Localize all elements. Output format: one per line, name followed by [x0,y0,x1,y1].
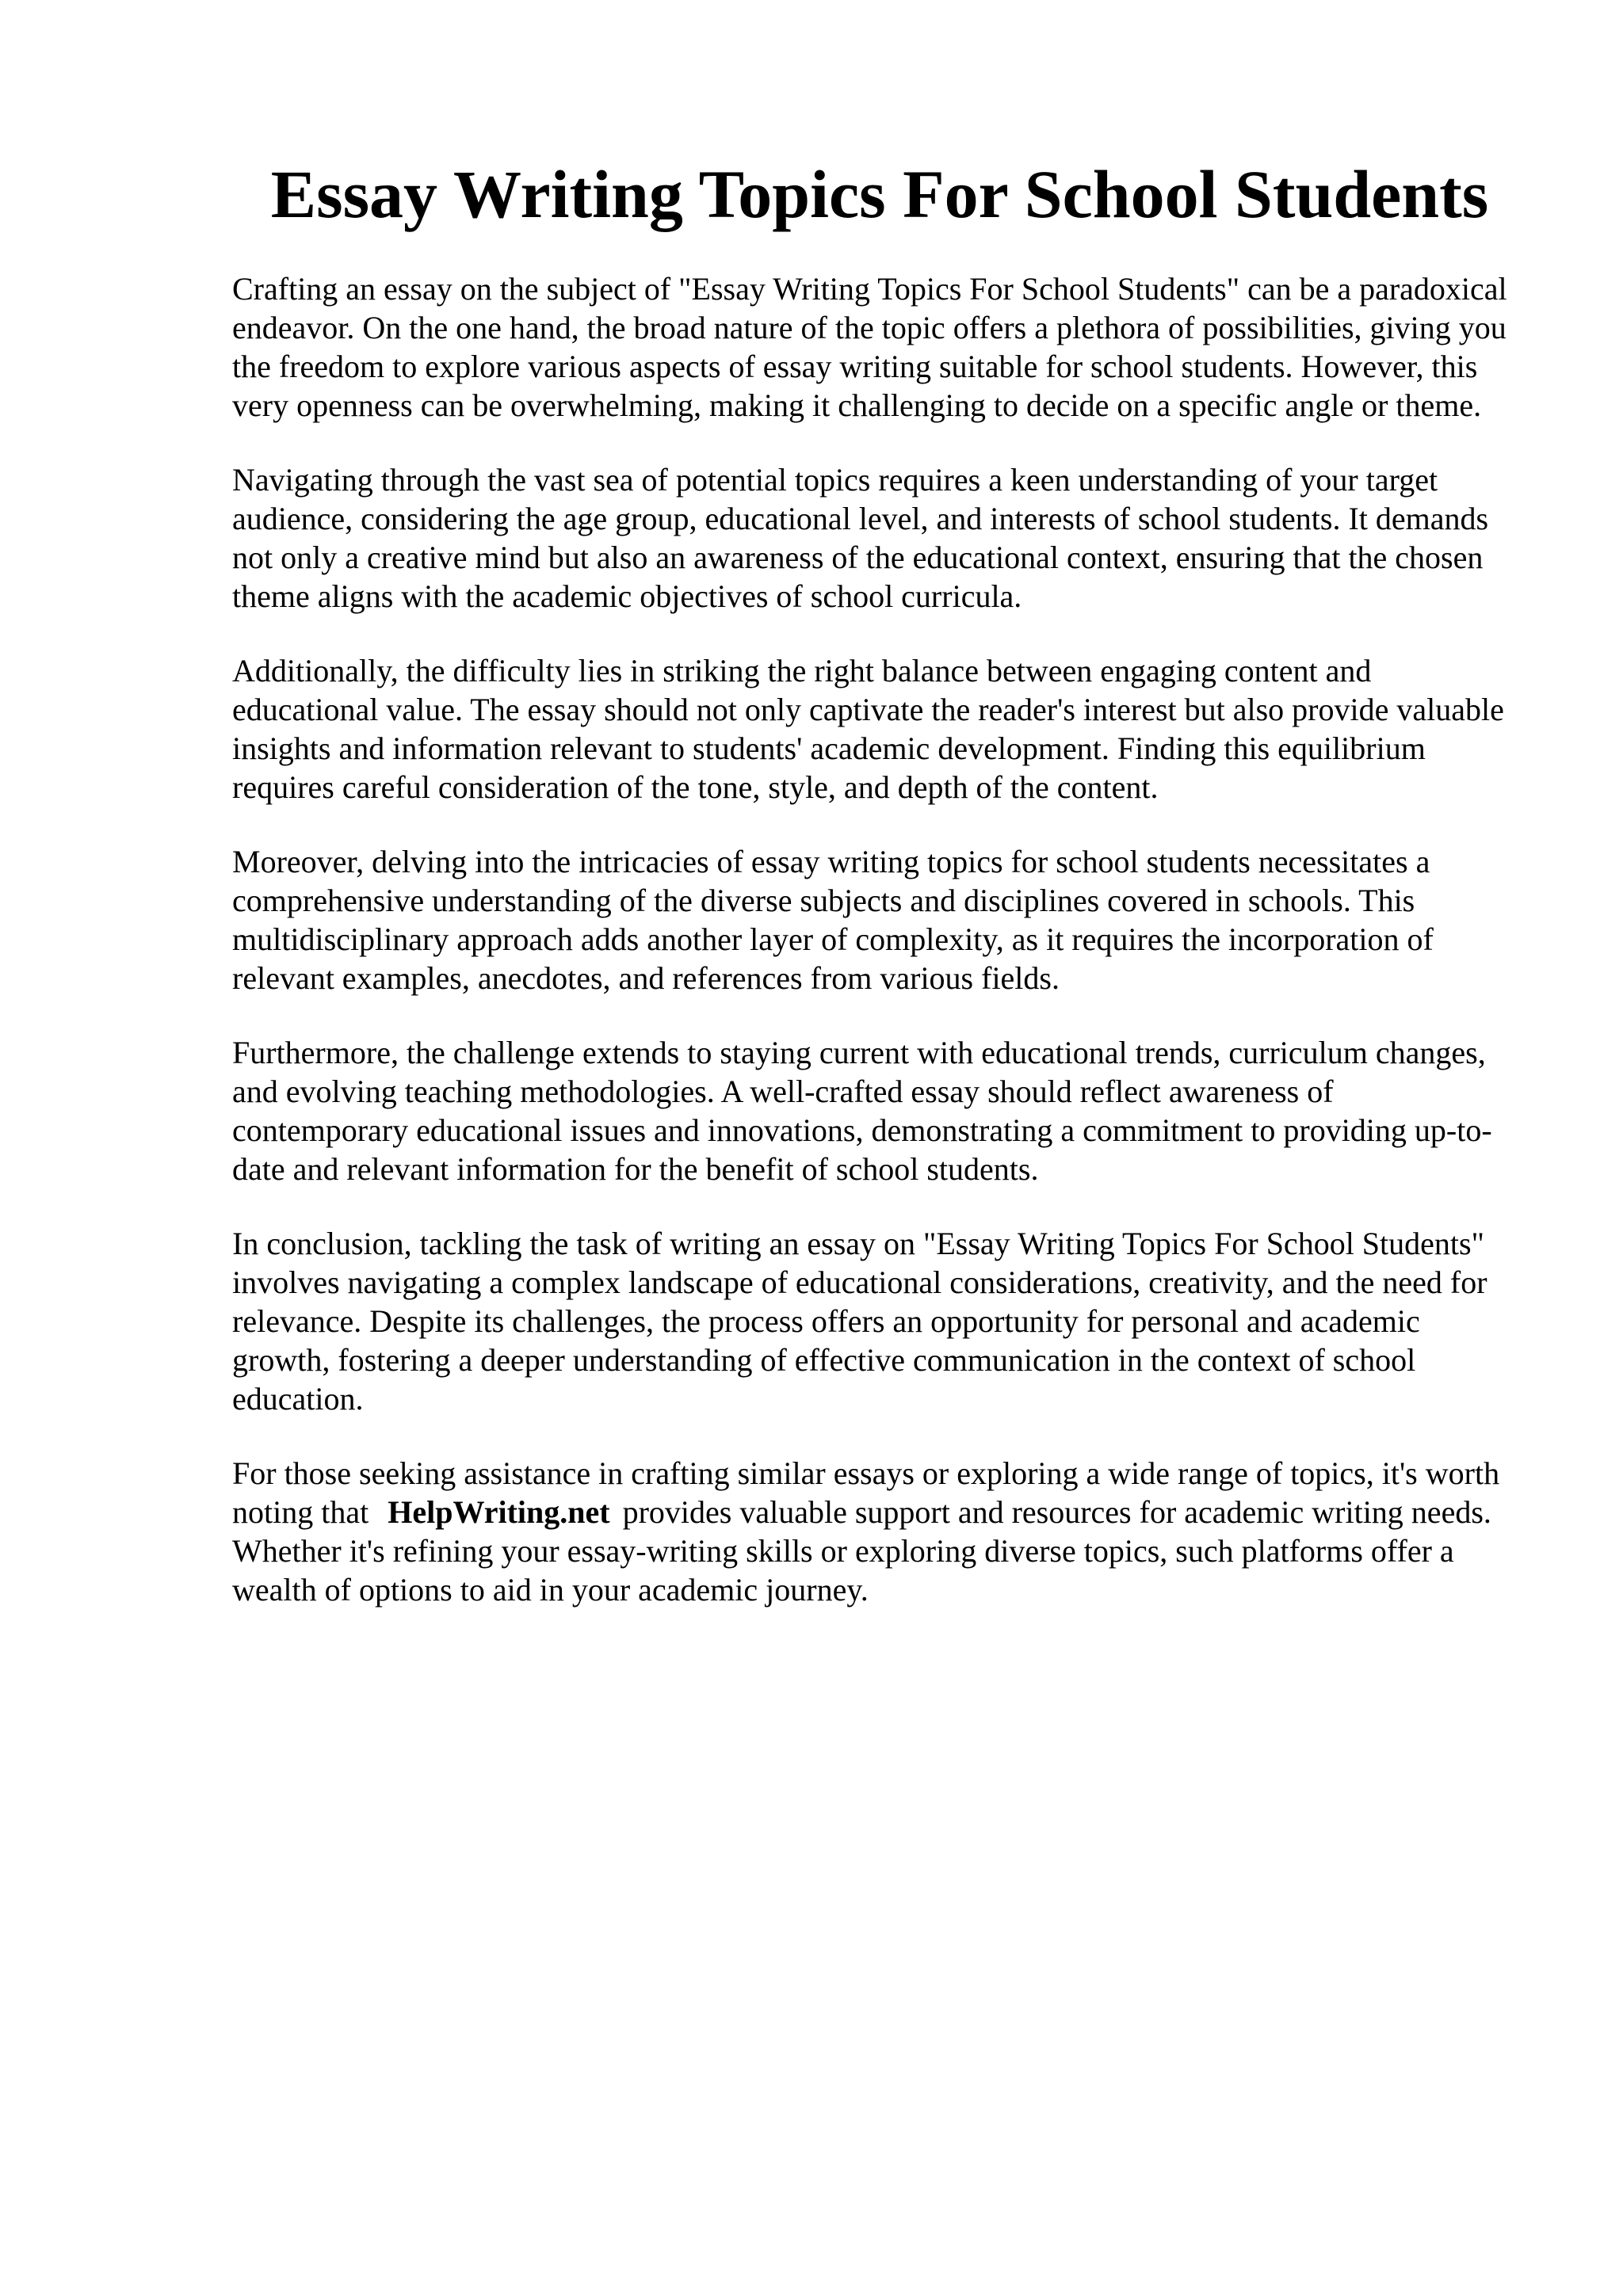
document-body [232,269,1516,1645]
paragraph-closing [232,1454,1516,1609]
closing-text-before: For those seeking assistance in crafting similar essays or exploring a wide range of topics, it's worth noting that [232,1455,1500,1530]
paragraph-conclusion: In conclusion, tackling the task of writing an essay on "Essay Writing Topics For School Students" involves navigating a complex landscape of educational considerations, creativity, and the need for relevance. Despite its challenges, the process offers an opportunity for personal and academic growth, fostering a deeper understanding of effective communication in the context of school education. [232,1226,1487,1417]
closing-text-after: provides valuable support and resources for academic writing needs. Whether it's refining your essay-writing skills or exploring diverse topics, such platforms offer a wealth of options to aid in your academic journey. [232,1494,1491,1608]
paragraph-intro: Crafting an essay on the subject of "Essay Writing Topics For School Students" can be a paradoxical endeavor. On the one hand, the broad nature of the topic offers a plethora of possibilities, giving you the freedom to explore various aspects of essay writing suitable for school students. However, this very openness can be overwhelming, making it challenging to decide on a specific angle or theme. [232,271,1507,423]
brand-name: HelpWriting.net [388,1494,610,1530]
paragraph-multidisciplinary: Moreover, delving into the intricacies of essay writing topics for school students necessitates a comprehensive understanding of the diverse subjects and disciplines covered in schools. This multidisciplinary approach adds another layer of complexity, as it requires the incorporation of relevant examples, anecdotes, and references from various fields. [232,844,1434,996]
page-title: Essay Writing Topics For School Students [270,156,1489,232]
paragraph-trends: Furthermore, the challenge extends to staying current with educational trends, curriculum changes, and evolving teaching methodologies. A well-crafted essay should reflect awareness of contemporary educational issues and innovations, demonstrating a commitment to providing up-to-date and relevant information for the benefit of school students. [232,1035,1492,1187]
paragraph-audience: Navigating through the vast sea of potential topics requires a keen understanding of your target audience, considering the age group, educational level, and interests of school students. It demands not only a creative mind but also an awareness of the educational context, ensuring that the chosen theme aligns with the academic objectives of school curricula. [232,462,1489,614]
paragraph-balance: Additionally, the difficulty lies in striking the right balance between engaging content and educational value. The essay should not only captivate the reader's interest but also provide valuable insights and information relevant to students' academic development. Finding this equilibrium requires careful consideration of the tone, style, and depth of the content. [232,653,1504,805]
